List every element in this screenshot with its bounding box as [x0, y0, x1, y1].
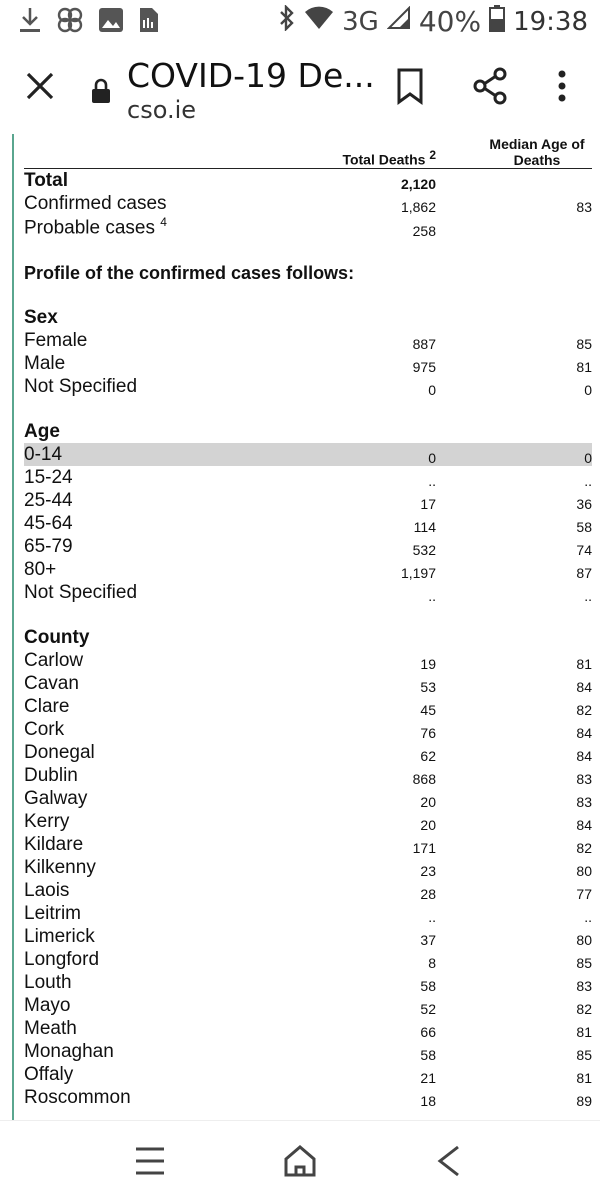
row-total-deaths: 28 [420, 886, 436, 903]
row-label: Laois [24, 880, 70, 902]
table-row [24, 879, 592, 902]
recent-apps-button[interactable] [128, 1139, 172, 1183]
row-label: Louth [24, 972, 72, 994]
row-label: Dublin [24, 765, 78, 787]
row-median-age: 81 [576, 359, 592, 376]
home-button[interactable] [278, 1139, 322, 1183]
row-label: Roscommon [24, 1087, 131, 1109]
row-total-deaths: 62 [420, 748, 436, 765]
content-left-border [12, 134, 14, 1120]
row-median-age: 84 [576, 679, 592, 696]
row-total-deaths: 66 [420, 1024, 436, 1041]
table-row [24, 581, 592, 604]
row-label: Donegal [24, 742, 95, 764]
deaths-table [24, 134, 592, 1109]
row-median-age: 85 [576, 336, 592, 353]
row-label: Mayo [24, 995, 71, 1017]
battery-percent: 40% [418, 5, 482, 38]
row-median-age: 83 [576, 794, 592, 811]
table-row [24, 764, 592, 787]
row-label: Cavan [24, 673, 79, 695]
row-label: Leitrim [24, 903, 82, 925]
row-median-age: 81 [576, 1024, 592, 1041]
row-label: Kilkenny [24, 857, 96, 879]
profile-heading-row: Profile of the confirmed cases follows: [24, 263, 355, 284]
row-total-deaths: 8 [428, 955, 436, 972]
row-label: Galway [24, 788, 88, 810]
row-total-deaths: 114 [413, 519, 436, 536]
row-median-age: 0 [584, 382, 592, 399]
row-median-age: 89 [576, 1093, 592, 1110]
row-median-age: .. [584, 909, 592, 926]
row-label: Cork [24, 719, 65, 741]
table-row [24, 672, 592, 695]
row-total-deaths: 868 [412, 771, 436, 788]
row-median-age: 87 [576, 565, 592, 582]
row-total-deaths: 53 [420, 679, 436, 696]
signal-icon [387, 6, 411, 37]
row-label: Kildare [24, 834, 84, 856]
table-row [24, 833, 592, 856]
row-median-age: .. [584, 588, 592, 605]
table-row [24, 994, 592, 1017]
row-label: 45-64 [24, 513, 73, 535]
table-row [24, 352, 592, 375]
page-url[interactable]: cso.ie [127, 96, 197, 124]
row-label: Not Specified [24, 582, 138, 604]
row-label: Carlow [24, 650, 84, 672]
row-median-age: 82 [576, 1001, 592, 1018]
probable-row: Probable cases $^4$ 258 [24, 215, 436, 240]
row-median-age: 82 [576, 840, 592, 857]
row-total-deaths: 23 [420, 863, 436, 880]
row-total-deaths: 76 [420, 725, 436, 742]
row-total-deaths: 975 [412, 359, 436, 376]
row-label: 15-24 [24, 467, 73, 489]
row-label: 0-14 [24, 443, 314, 466]
table-row [24, 948, 592, 971]
battery-icon [489, 4, 505, 39]
row-median-age: 81 [576, 656, 592, 673]
image-icon [98, 7, 124, 37]
table-row [24, 925, 592, 948]
table-row [24, 489, 592, 512]
table-row [24, 443, 592, 466]
network-type: 3G [342, 6, 379, 37]
row-total-deaths: .. [428, 473, 436, 490]
table-row [24, 695, 592, 718]
row-label: Offaly [24, 1064, 74, 1086]
median-age-header: Median Age of Deaths [444, 134, 592, 169]
table-row [24, 329, 592, 352]
row-label: 80+ [24, 559, 57, 581]
row-median-age: 81 [576, 1070, 592, 1087]
table-row [24, 1040, 592, 1063]
row-total-deaths: .. [428, 909, 436, 926]
table-row [24, 856, 592, 879]
row-total-deaths: 21 [420, 1070, 436, 1087]
status-bar [0, 0, 600, 42]
row-median-age: 83 [576, 978, 592, 995]
row-total-deaths: 45 [420, 702, 436, 719]
lock-icon [90, 78, 112, 104]
row-total-deaths: 20 [420, 794, 436, 811]
row-label: Kerry [24, 811, 70, 833]
row-total-deaths: 37 [420, 932, 436, 949]
row-label: Male [24, 353, 66, 375]
row-median-age: 36 [576, 496, 592, 513]
row-median-age: .. [584, 473, 592, 490]
table-row [24, 1086, 592, 1109]
row-median-age: 82 [576, 702, 592, 719]
row-label: Monaghan [24, 1041, 114, 1063]
table-row [24, 535, 592, 558]
row-total-deaths: 58 [420, 1047, 436, 1064]
row-total-deaths: 0 [314, 443, 444, 466]
row-total-deaths: 58 [420, 978, 436, 995]
bookmark-button[interactable] [388, 64, 432, 108]
row-label: Longford [24, 949, 100, 971]
row-total-deaths: .. [428, 588, 436, 605]
row-total-deaths: 19 [420, 656, 436, 673]
row-median-age: 58 [576, 519, 592, 536]
page-title: COVID-19 De... [127, 56, 375, 95]
table-row [24, 787, 592, 810]
row-label: Female [24, 330, 88, 352]
table-row [24, 971, 592, 994]
share-button[interactable] [468, 64, 512, 108]
row-median-age: 80 [576, 863, 592, 880]
row-median-age: 84 [576, 725, 592, 742]
age-heading-row: Age [24, 421, 60, 443]
row-median-age: 80 [576, 932, 592, 949]
confirmed-row: Confirmed cases 1,862 83 [24, 193, 592, 215]
row-total-deaths: 18 [420, 1093, 436, 1110]
row-median-age: 85 [576, 955, 592, 972]
row-total-deaths: 20 [420, 817, 436, 834]
row-label: Clare [24, 696, 70, 718]
sex-heading-row: Sex [24, 307, 58, 329]
wifi-icon [304, 5, 334, 38]
table-row [24, 558, 592, 581]
download-icon [18, 6, 42, 38]
total-deaths-header: Total Deaths $^2$ [314, 134, 444, 169]
row-total-deaths: 887 [412, 336, 436, 353]
table-row [24, 375, 592, 398]
table-row [24, 466, 592, 489]
table-row [24, 902, 592, 925]
table-row [24, 810, 592, 833]
row-total-deaths: 532 [412, 542, 436, 559]
row-label: 25-44 [24, 490, 73, 512]
row-total-deaths: 1,197 [400, 565, 436, 582]
pinwheel-icon [56, 6, 84, 38]
close-button[interactable] [20, 66, 60, 106]
row-label: Meath [24, 1018, 77, 1040]
table-row [24, 718, 592, 741]
row-total-deaths: 52 [420, 1001, 436, 1018]
row-median-age: 77 [576, 886, 592, 903]
row-label: Not Specified [24, 376, 138, 398]
row-total-deaths: 0 [428, 382, 436, 399]
county-heading-row: County [24, 627, 90, 649]
row-median-age: 0 [444, 443, 592, 466]
row-label: Limerick [24, 926, 95, 948]
total-row: Total 2,120 [24, 170, 436, 192]
sim-card-icon [138, 6, 160, 38]
table-row [24, 741, 592, 764]
row-label: 65-79 [24, 536, 73, 558]
row-median-age: 84 [576, 817, 592, 834]
table-header-row [24, 134, 592, 169]
row-total-deaths: 171 [412, 840, 436, 857]
row-median-age: 84 [576, 748, 592, 765]
table-row [24, 1017, 592, 1040]
browser-toolbar [0, 42, 600, 134]
bluetooth-icon [278, 5, 296, 38]
row-median-age: 74 [576, 542, 592, 559]
navigation-bar [0, 1120, 600, 1201]
more-options-button[interactable] [540, 64, 584, 108]
row-total-deaths: 17 [420, 496, 436, 513]
table-row [24, 512, 592, 535]
row-median-age: 83 [576, 771, 592, 788]
row-median-age: 85 [576, 1047, 592, 1064]
table-row [24, 1063, 592, 1086]
clock: 19:38 [513, 6, 588, 37]
web-content[interactable] [0, 134, 600, 1120]
table-row [24, 649, 592, 672]
back-button[interactable] [428, 1139, 472, 1183]
